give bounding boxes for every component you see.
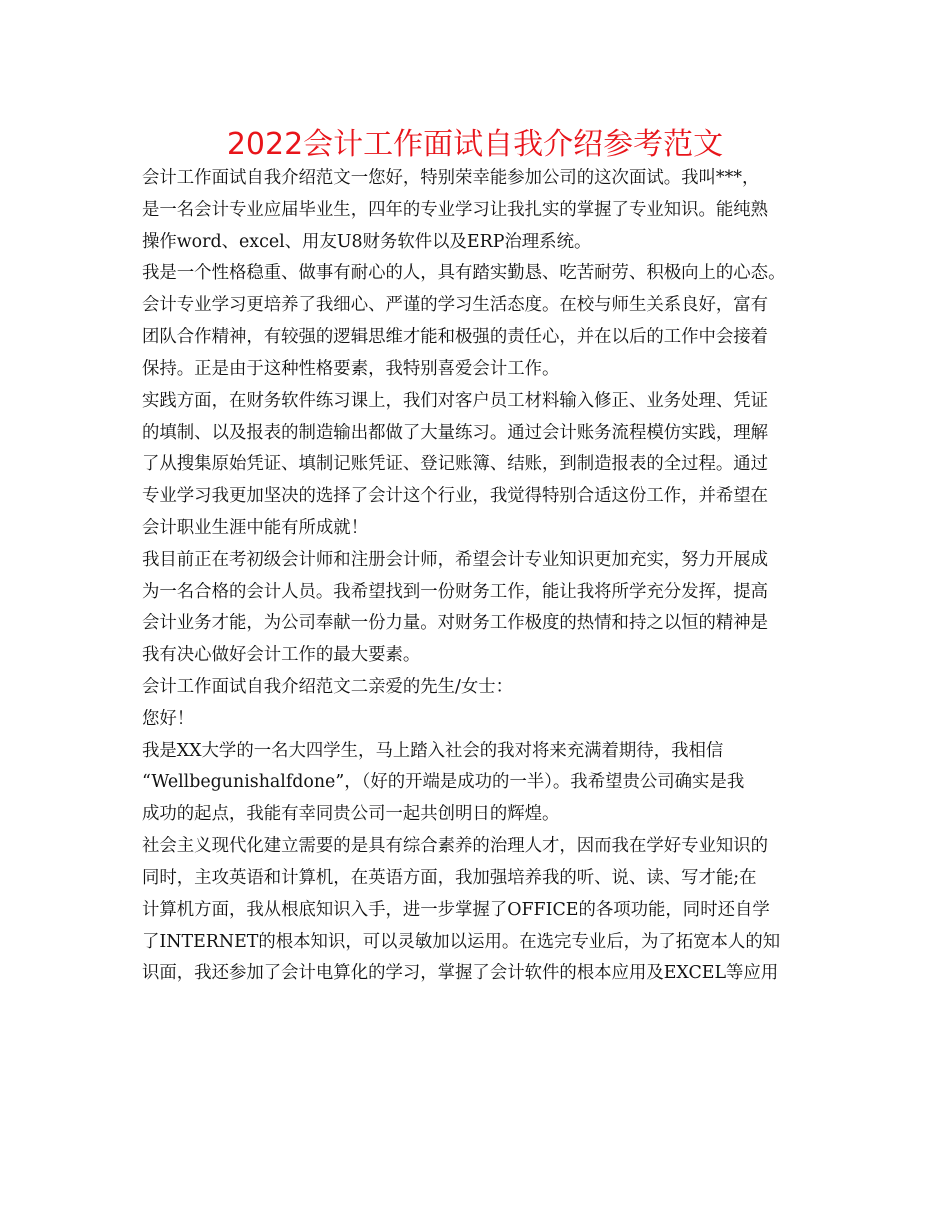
text-line: 实践方面，在财务软件练习课上，我们对客户员工材料输入修正、业务处理、凭证 (142, 390, 769, 411)
page-title: 2022会计工作面试自我介绍参考范文 (226, 127, 724, 162)
text-line: 会计工作面试自我介绍范文二亲爱的先生/女士： (142, 677, 514, 697)
text-line: 为一名合格的会计人员。我希望找到一份财务工作，能让我将所学充分发挥，提高 (142, 581, 769, 602)
text-line: 会计职业生涯中能有所成就！ (142, 517, 369, 538)
text-line: 操作word、excel、用友U8财务软件以及ERP治理系统。 (142, 231, 592, 252)
text-line: 会计工作面试自我介绍范文一您好，特别荣幸能参加公司的这次面试。我叫***， (142, 168, 760, 188)
text-line: “Wellbegunishalfdone”，（好的开端是成功的一半）。我希望贵公司确实是我 (142, 772, 745, 793)
text-line: 保持。正是由于这种性格要素，我特别喜爱会计工作。 (142, 358, 560, 379)
text-line: 社会主义现代化建立需要的是具有综合素养的治理人才，因而我在学好专业知识的 (142, 836, 769, 857)
text-line: 了INTERNET的根本知识，可以灵敏加以运用。在选完专业后，为了拓宽本人的知 (142, 931, 781, 952)
text-line: 是一名会计专业应届毕业生，四年的专业学习让我扎实的掌握了专业知识。能纯熟 (142, 199, 769, 220)
text-line: 我是XX大学的一名大四学生，马上踏入社会的我对将来充满着期待，我相信 (142, 740, 724, 761)
text-line: 我是一个性格稳重、做事有耐心的人，具有踏实勤恳、吃苦耐劳、积极向上的心态。 (142, 263, 786, 284)
text-line: 成功的起点，我能有幸同贵公司一起共创明日的辉煌。 (142, 804, 560, 825)
text-line: 同时，主攻英语和计算机，在英语方面，我加强培养我的听、说、读、写才能;在 (142, 867, 757, 888)
text-line: 专业学习我更加坚决的选择了会计这个行业，我觉得特别合适这份工作，并希望在 (142, 486, 769, 507)
text-line: 会计专业学习更培养了我细心、严谨的学习生活态度。在校与师生关系良好，富有 (142, 295, 769, 316)
text-line: 了从搜集原始凭证、填制记账凭证、登记账簿、结账，到制造报表的全过程。通过 (142, 454, 769, 475)
text-line: 识面，我还参加了会计电算化的学习，掌握了会计软件的根本应用及EXCEL等应用 (142, 963, 779, 984)
text-line: 的填制、以及报表的制造输出都做了大量练习。通过会计账务流程模仿实践，理解 (142, 422, 769, 443)
text-line: 计算机方面，我从根底知识入手，进一步掌握了OFFICE的各项功能，同时还自学 (142, 899, 770, 920)
body-text (142, 163, 842, 990)
text-line: 您好！ (142, 708, 195, 729)
text-line: 会计业务才能，为公司奉献一份力量。对财务工作极度的热情和持之以恒的精神是 (142, 613, 769, 634)
text-line: 我目前正在考初级会计师和注册会计师，希望会计专业知识更加充实，努力开展成 (142, 549, 769, 570)
text-line: 我有决心做好会计工作的最大要素。 (142, 645, 421, 666)
text-line: 团队合作精神，有较强的逻辑思维才能和极强的责任心，并在以后的工作中会接着 (142, 327, 769, 348)
